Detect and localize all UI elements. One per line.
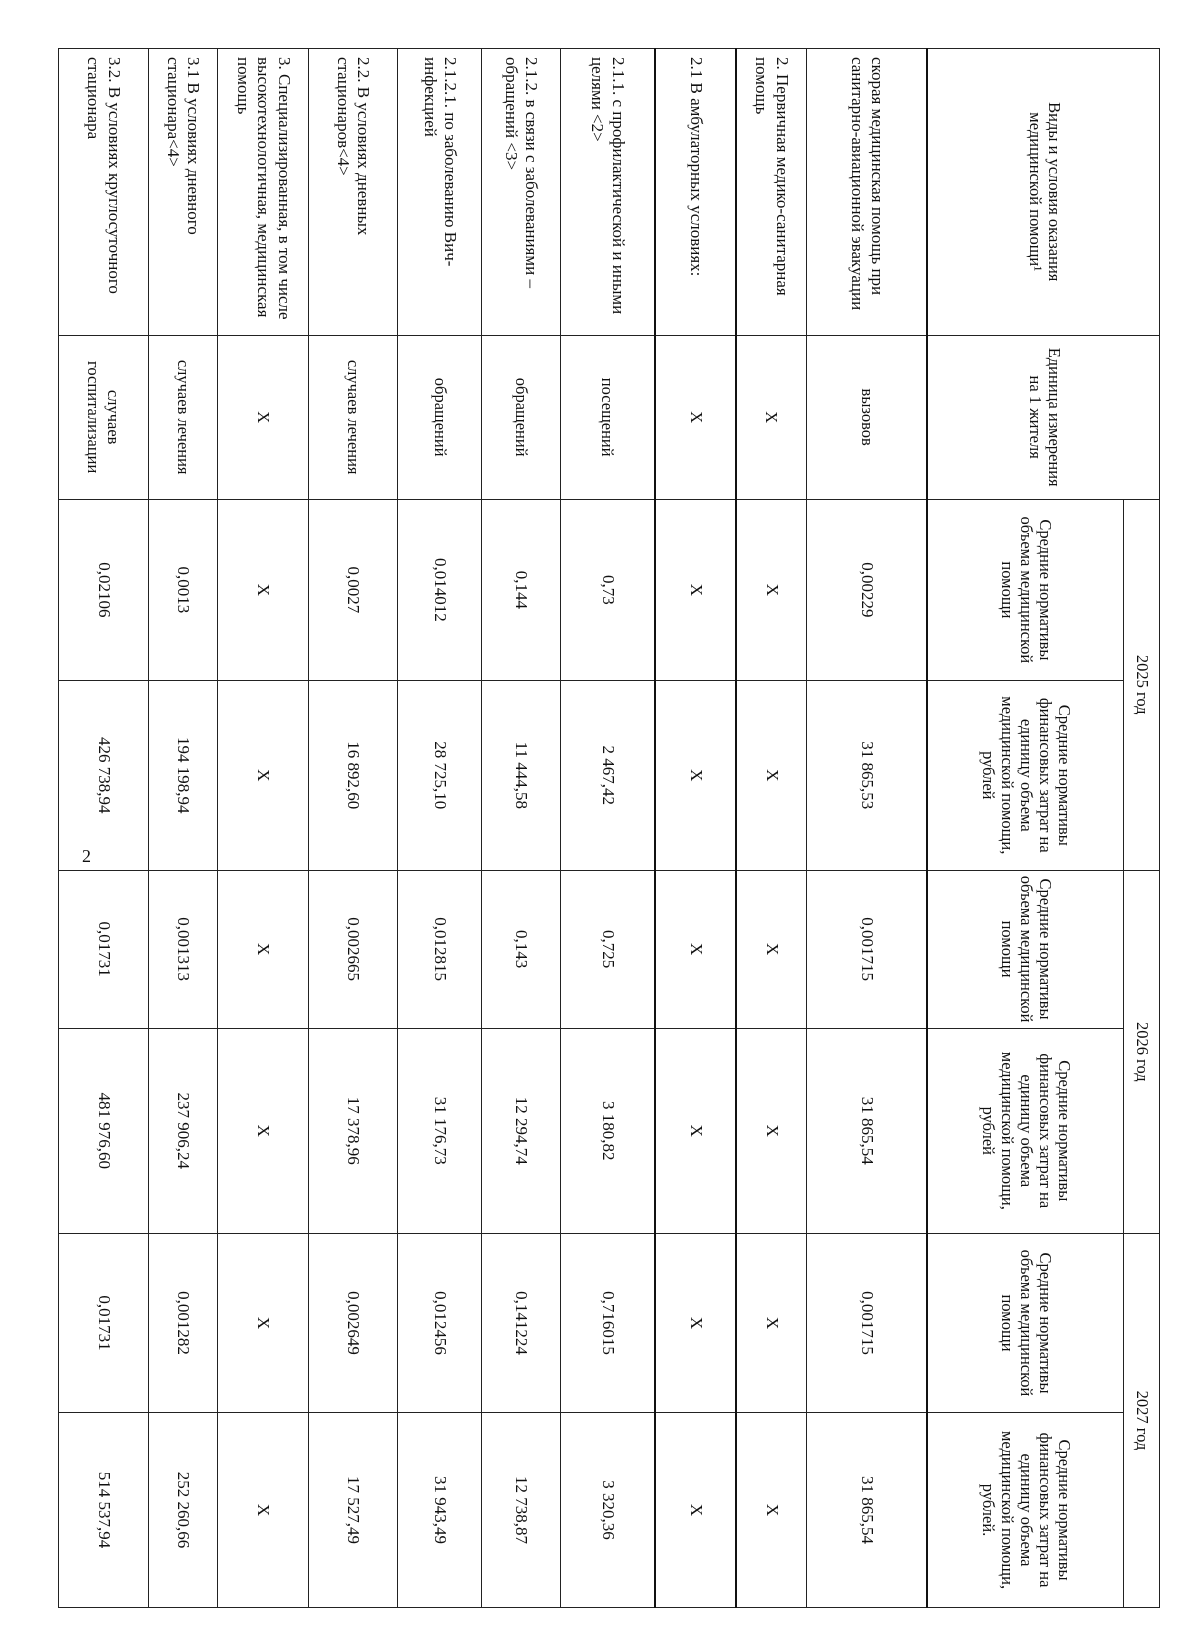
row-cost-2025: Х (218, 681, 309, 871)
row-volume-2026: Х (218, 870, 309, 1028)
header-volume-2027: Средние нормативы объема медицинской помощи (928, 1234, 1124, 1413)
row-cost-2026: 237 906,24 (149, 1028, 218, 1233)
row-cost-2025: 16 892,60 (309, 681, 398, 871)
header-cost-2026: Средние нормативы финансовых затрат на единицу объема медицинской помощи, рублей (928, 1028, 1124, 1233)
row-cost-2027: Х (218, 1413, 309, 1608)
row-unit: обращений (397, 335, 482, 499)
row-cost-2026: 481 976,60 (59, 1028, 149, 1233)
row-volume-2027: 0,141224 (482, 1234, 560, 1413)
rotated-table-wrapper (58, 48, 1160, 1608)
row-cost-2025: 2 467,42 (560, 681, 655, 871)
row-kind: 2.1.2.1. по заболеванию Вич-инфекцией (397, 49, 482, 336)
table-row (309, 49, 398, 1608)
row-cost-2027: 252 260,66 (149, 1413, 218, 1608)
table-row (149, 49, 218, 1608)
row-volume-2027: 0,002649 (309, 1234, 398, 1413)
row-cost-2025: 426 738,94 (59, 681, 149, 871)
row-volume-2025: Х (655, 499, 736, 680)
row-unit: Х (655, 335, 736, 499)
row-cost-2026: 3 180,82 (560, 1028, 655, 1233)
row-volume-2026: 0,001715 (806, 870, 927, 1028)
row-volume-2026: 0,002665 (309, 870, 398, 1028)
row-volume-2026: Х (655, 870, 736, 1028)
row-cost-2025: 28 725,10 (397, 681, 482, 871)
row-volume-2025: 0,0013 (149, 499, 218, 680)
row-unit: вызовов (806, 335, 927, 499)
row-cost-2027: 31 865,54 (806, 1413, 927, 1608)
row-volume-2026: 0,725 (560, 870, 655, 1028)
row-volume-2027: Х (655, 1234, 736, 1413)
row-volume-2026: 0,01731 (59, 870, 149, 1028)
row-cost-2025: Х (655, 681, 736, 871)
row-cost-2025: 194 198,94 (149, 681, 218, 871)
row-volume-2027: 0,01731 (59, 1234, 149, 1413)
row-volume-2026: 0,001313 (149, 870, 218, 1028)
row-volume-2026: 0,143 (482, 870, 560, 1028)
row-cost-2025: 11 444,58 (482, 681, 560, 871)
row-cost-2027: Х (736, 1413, 806, 1608)
row-unit: Х (218, 335, 309, 499)
table-row (482, 49, 560, 1608)
row-volume-2025: 0,144 (482, 499, 560, 680)
row-cost-2026: 17 378,96 (309, 1028, 398, 1233)
row-volume-2025: 0,73 (560, 499, 655, 680)
row-unit: случаев лечения (149, 335, 218, 499)
header-year-2025: 2025 год (1124, 499, 1160, 870)
row-cost-2026: Х (736, 1028, 806, 1233)
row-cost-2026: Х (218, 1028, 309, 1233)
row-kind: 3.2. В условиях круглосуточного стационара (59, 49, 149, 336)
row-unit: случаев лечения (309, 335, 398, 499)
row-unit: Х (736, 335, 806, 499)
row-kind: 2.1.2. в связи с заболеваниями – обращений <3> (482, 49, 560, 336)
header-cost-2027: Средние нормативы финансовых затрат на единицу объема медицинской помощи, рублей. (928, 1413, 1124, 1608)
row-kind: 2.1.1. с профилактической и иными целями <2> (560, 49, 655, 336)
row-cost-2026: 31 865,54 (806, 1028, 927, 1233)
header-cost-2025: Средние нормативы финансовых затрат на единицу объема медицинской помощи, рублей (928, 681, 1124, 871)
table-row (560, 49, 655, 1608)
table-row (59, 49, 149, 1608)
header-volume-2025: Средние нормативы объема медицинской помощи (928, 499, 1124, 680)
header-kind: Виды и условия оказания медицинской помощи¹ (928, 49, 1160, 336)
row-volume-2027: 0,012456 (397, 1234, 482, 1413)
row-volume-2025: 0,014012 (397, 499, 482, 680)
row-cost-2026: Х (655, 1028, 736, 1233)
row-kind: 3. Специализированная, в том числе высокотехнологичная, медицинская помощь (218, 49, 309, 336)
row-cost-2027: 17 527,49 (309, 1413, 398, 1608)
table-row (806, 49, 927, 1608)
header-year-2027: 2027 год (1124, 1234, 1160, 1608)
header-year-2026: 2026 год (1124, 870, 1160, 1233)
row-kind: 3.1 В условиях дневного стационара<4> (149, 49, 218, 336)
row-cost-2027: 3 320,36 (560, 1413, 655, 1608)
row-unit: случаев госпитализации (59, 335, 149, 499)
table-row (655, 49, 736, 1608)
row-cost-2027: 31 943,49 (397, 1413, 482, 1608)
standards-table (58, 48, 1160, 1608)
table-row (397, 49, 482, 1608)
row-volume-2025: Х (736, 499, 806, 680)
table-row (218, 49, 309, 1608)
row-cost-2027: 12 738,87 (482, 1413, 560, 1608)
row-cost-2025: 31 865,53 (806, 681, 927, 871)
row-volume-2026: Х (736, 870, 806, 1028)
row-kind: 2.2. В условиях дневных стационаров<4> (309, 49, 398, 336)
row-unit: посещений (560, 335, 655, 499)
row-cost-2027: Х (655, 1413, 736, 1608)
page-number: 2 (82, 846, 91, 866)
row-kind: 2. Первичная медико-санитарная помощь (736, 49, 806, 336)
row-volume-2026: 0,012815 (397, 870, 482, 1028)
row-cost-2027: 514 537,94 (59, 1413, 149, 1608)
row-volume-2027: Х (218, 1234, 309, 1413)
table-body (59, 49, 928, 1608)
row-volume-2027: 0,001715 (806, 1234, 927, 1413)
header-row-years (1124, 49, 1160, 1608)
header-volume-2026: Средние нормативы объема медицинской помощи (928, 870, 1124, 1028)
row-cost-2026: 31 176,73 (397, 1028, 482, 1233)
row-volume-2027: 0,001282 (149, 1234, 218, 1413)
row-kind: 2.1 В амбулаторных условиях: (655, 49, 736, 336)
row-volume-2025: Х (218, 499, 309, 680)
row-volume-2025: 0,0027 (309, 499, 398, 680)
table-row (736, 49, 806, 1608)
row-volume-2027: Х (736, 1234, 806, 1413)
row-volume-2027: 0,716015 (560, 1234, 655, 1413)
row-cost-2025: Х (736, 681, 806, 871)
row-cost-2026: 12 294,74 (482, 1028, 560, 1233)
row-volume-2025: 0,00229 (806, 499, 927, 680)
header-unit: Единица измерения на 1 жителя (928, 335, 1160, 499)
row-kind: скорая медицинская помощь при санитарно-авиационной эвакуации (806, 49, 927, 336)
row-volume-2025: 0,02106 (59, 499, 149, 680)
row-unit: обращений (482, 335, 560, 499)
